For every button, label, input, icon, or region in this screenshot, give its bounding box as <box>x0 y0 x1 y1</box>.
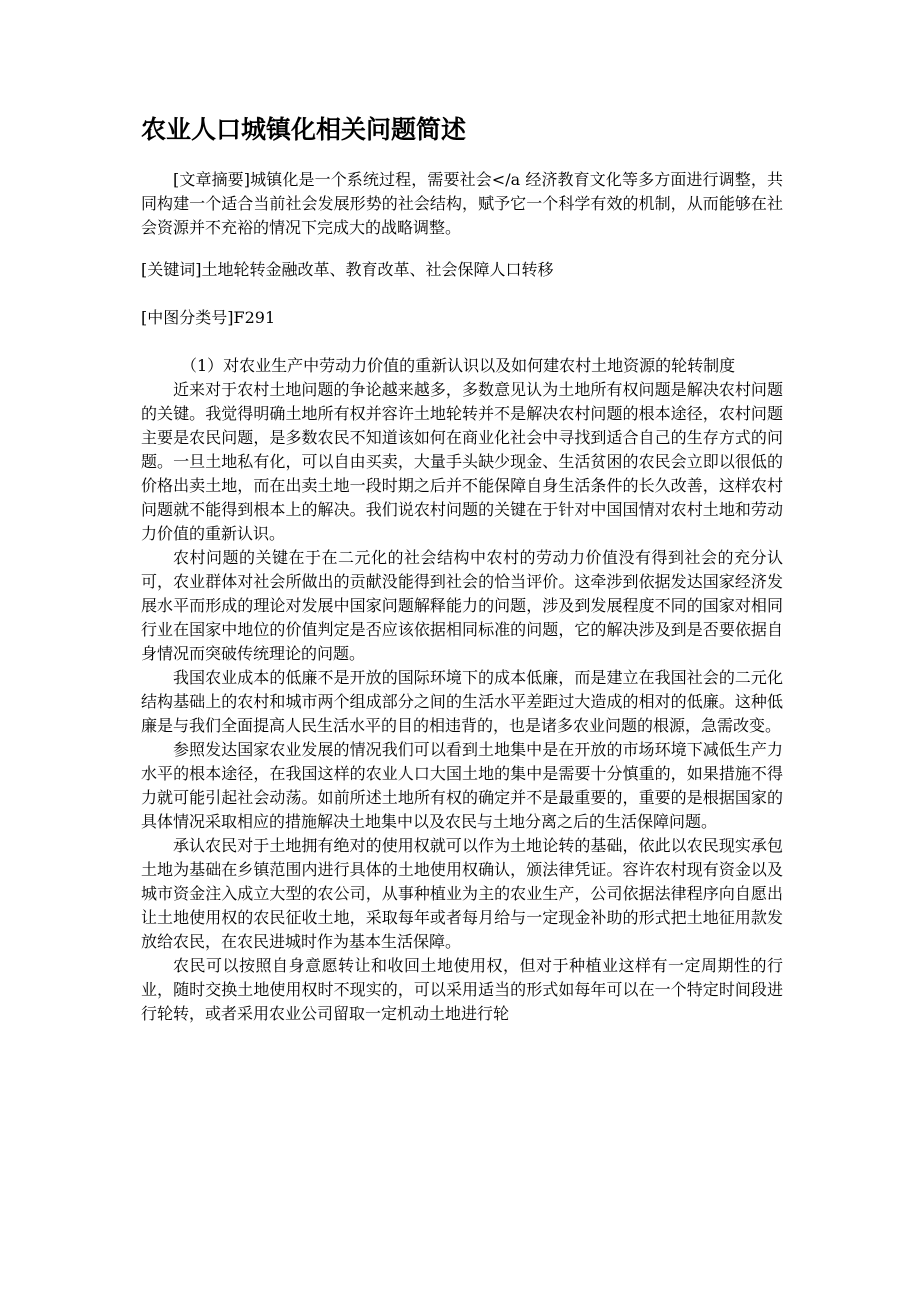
body-paragraph: 农村问题的关键在于在二元化的社会结构中农村的劳动力价值没有得到社会的充分认可，农业群体对社会所做出的贡献没能得到社会的恰当评价。这牵涉到依据发达国家经济发展水平而形成的理论对发展中国家问题解释能力的问题，涉及到发展程度不同的国家对相同行业在国家中地位的价值判定是否应该依据相同标准的问题，它的解决涉及到是否要依据自身情况而突破传统理论的问题。 <box>141 548 783 663</box>
document-page <box>141 112 783 1026</box>
body-paragraph: 参照发达国家农业发展的情况我们可以看到土地集中是在开放的市场环境下减低生产力水平的根本途径，在我国这样的农业人口大国土地的集中是需要十分慎重的，如果措施不得力就可能引起社会动荡。如前所述土地所有权的确定并不是最重要的，重要的是根据国家的具体情况采取相应的措施解决土地集中以及农民与土地分离之后的生活保障问题。 <box>141 740 783 831</box>
body-paragraph: 农民可以按照自身意愿转让和收回土地使用权，但对于种植业这样有一定周期性的行业，随时交换土地使用权时不现实的，可以采用适当的形式如每年可以在一个特定时间段进行轮转，或者采用农业公司留取一定机动土地进行轮 <box>141 956 783 1023</box>
keywords-line: [关键词]土地轮转金融改革、教育改革、社会保障人口转移 <box>141 260 554 279</box>
classification-line: [中图分类号]F291 <box>141 308 276 327</box>
body-paragraph: 承认农民对于土地拥有绝对的使用权就可以作为土地论转的基础，依此以农民现实承包土地为基础在乡镇范围内进行具体的土地使用权确认，颁法律凭证。容许农村现有资金以及城市资金注入成立大型的农公司，从事种植业为主的农业生产，公司依据法律程序向自愿出让土地使用权的农民征收土地，采取每年或者每月给与一定现金补助的形式把土地征用款发放给农民，在农民进城时作为基本生活保障。 <box>141 836 783 951</box>
document-title: 农业人口城镇化相关问题简述 <box>141 115 467 144</box>
body-paragraph: 近来对于农村土地问题的争论越来越多，多数意见认为土地所有权问题是解决农村问题的关键。我觉得明确土地所有权并容许土地轮转并不是解决农村问题的根本途径，农村问题主要是农民问题，是多数农民不知道该如何在商业化社会中寻找到适合自己的生存方式的问题。一旦土地私有化，可以自由买卖，大量手头缺少现金、生活贫困的农民会立即以很低的价格出卖土地，而在出卖土地一段时期之后并不能保障自身生活条件的长久改善，这样农村问题就不能得到根本上的解决。我们说农村问题的关键在于针对中国国情对农村土地和劳动力价值的重新认识。 <box>141 380 783 543</box>
abstract-paragraph: [文章摘要]城镇化是一个系统过程，需要社会</a 经济教育文化等多方面进行调整，共同构建一个适合当前社会发展形势的社会结构，赋予它一个科学有效的机制，从而能够在社会资源并不充裕的情况下完成大的战略调整。 <box>141 170 783 237</box>
body-paragraph: 我国农业成本的低廉不是开放的国际环境下的成本低廉，而是建立在我国社会的二元化结构基础上的农村和城市两个组成部分之间的生活水平差距过大造成的相对的低廉。这种低廉是与我们全面提高人民生活水平的目的相违背的，也是诸多农业问题的根源，急需改变。 <box>141 668 783 735</box>
section-heading: （1）对农业生产中劳动力价值的重新认识以及如何建农村土地资源的轮转制度 <box>181 356 736 375</box>
